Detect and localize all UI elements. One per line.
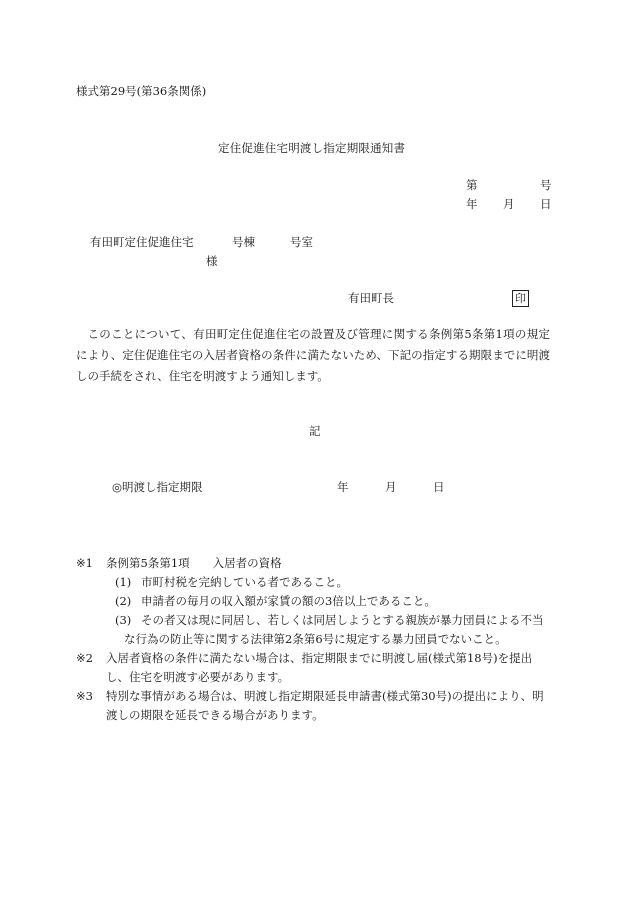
document-number-suffix: 号: [540, 178, 552, 192]
date-month-label: 月: [503, 197, 515, 211]
note-1-item-3-num: (3): [115, 613, 132, 627]
note-1-mark: ※1: [76, 556, 93, 570]
form-number: 様式第29号(第36条関係): [76, 84, 207, 98]
note-2-line-2: し、住宅を明渡す必要があります。: [106, 670, 290, 684]
note-3-line-2: 渡しの期限を延長できる場合があります。: [106, 708, 324, 722]
recipient-room-unit: 号室: [290, 235, 313, 249]
date-day-label: 日: [540, 197, 552, 211]
date-year-label: 年: [466, 197, 478, 211]
note-1-text: 条例第5条第1項 入居者の資格: [106, 556, 282, 570]
document-title: 定住促進住宅明渡し指定期限通知書: [218, 141, 406, 155]
note-2-mark: ※2: [76, 651, 93, 665]
document-number-prefix: 第: [466, 178, 478, 192]
note-3-mark: ※3: [76, 689, 93, 703]
recipient-honorific: 様: [206, 254, 218, 268]
deadline-label: ◎明渡し指定期限: [112, 480, 203, 494]
note-1-item-2-text: 申請者の毎月の収入額が家賃の額の3倍以上であること。: [141, 594, 436, 608]
seal-stamp: 印: [512, 290, 529, 307]
recipient-housing-name: 有田町定住促進住宅: [90, 235, 194, 249]
note-1-item-1-num: (1): [115, 575, 132, 589]
note-2-line-1: 入居者資格の条件に満たない場合は、指定期限までに明渡し届(様式第18号)を提出: [106, 651, 533, 665]
note-1-item-3-continuation: な行為の防止等に関する法律第2条第6号に規定する暴力団員でないこと。: [124, 632, 507, 646]
sender-title: 有田町長: [348, 291, 394, 305]
deadline-year-label: 年: [337, 480, 349, 494]
notice-body-text: このことについて、有田町定住促進住宅の設置及び管理に関する条例第5条第1項の規定により、定住促進住宅の入居者資格の条件に満たないため、下記の指定する期限までに明渡しの手続をされ、住宅を明渡すよう通知します。: [76, 327, 550, 383]
note-3-line-1: 特別な事情がある場合は、明渡し指定期限延長申請書(様式第30号)の提出により、明: [106, 689, 544, 703]
record-heading: 記: [309, 424, 321, 438]
note-1-item-1-text: 市町村税を完納している者であること。: [141, 575, 348, 589]
deadline-month-label: 月: [385, 480, 397, 494]
note-1-item-2-num: (2): [115, 594, 132, 608]
recipient-building-unit: 号棟: [232, 235, 255, 249]
note-1-item-3-text: その者又は現に同居し、若しくは同居しようとする親族が暴力団員による不当: [141, 613, 544, 627]
deadline-day-label: 日: [433, 480, 445, 494]
